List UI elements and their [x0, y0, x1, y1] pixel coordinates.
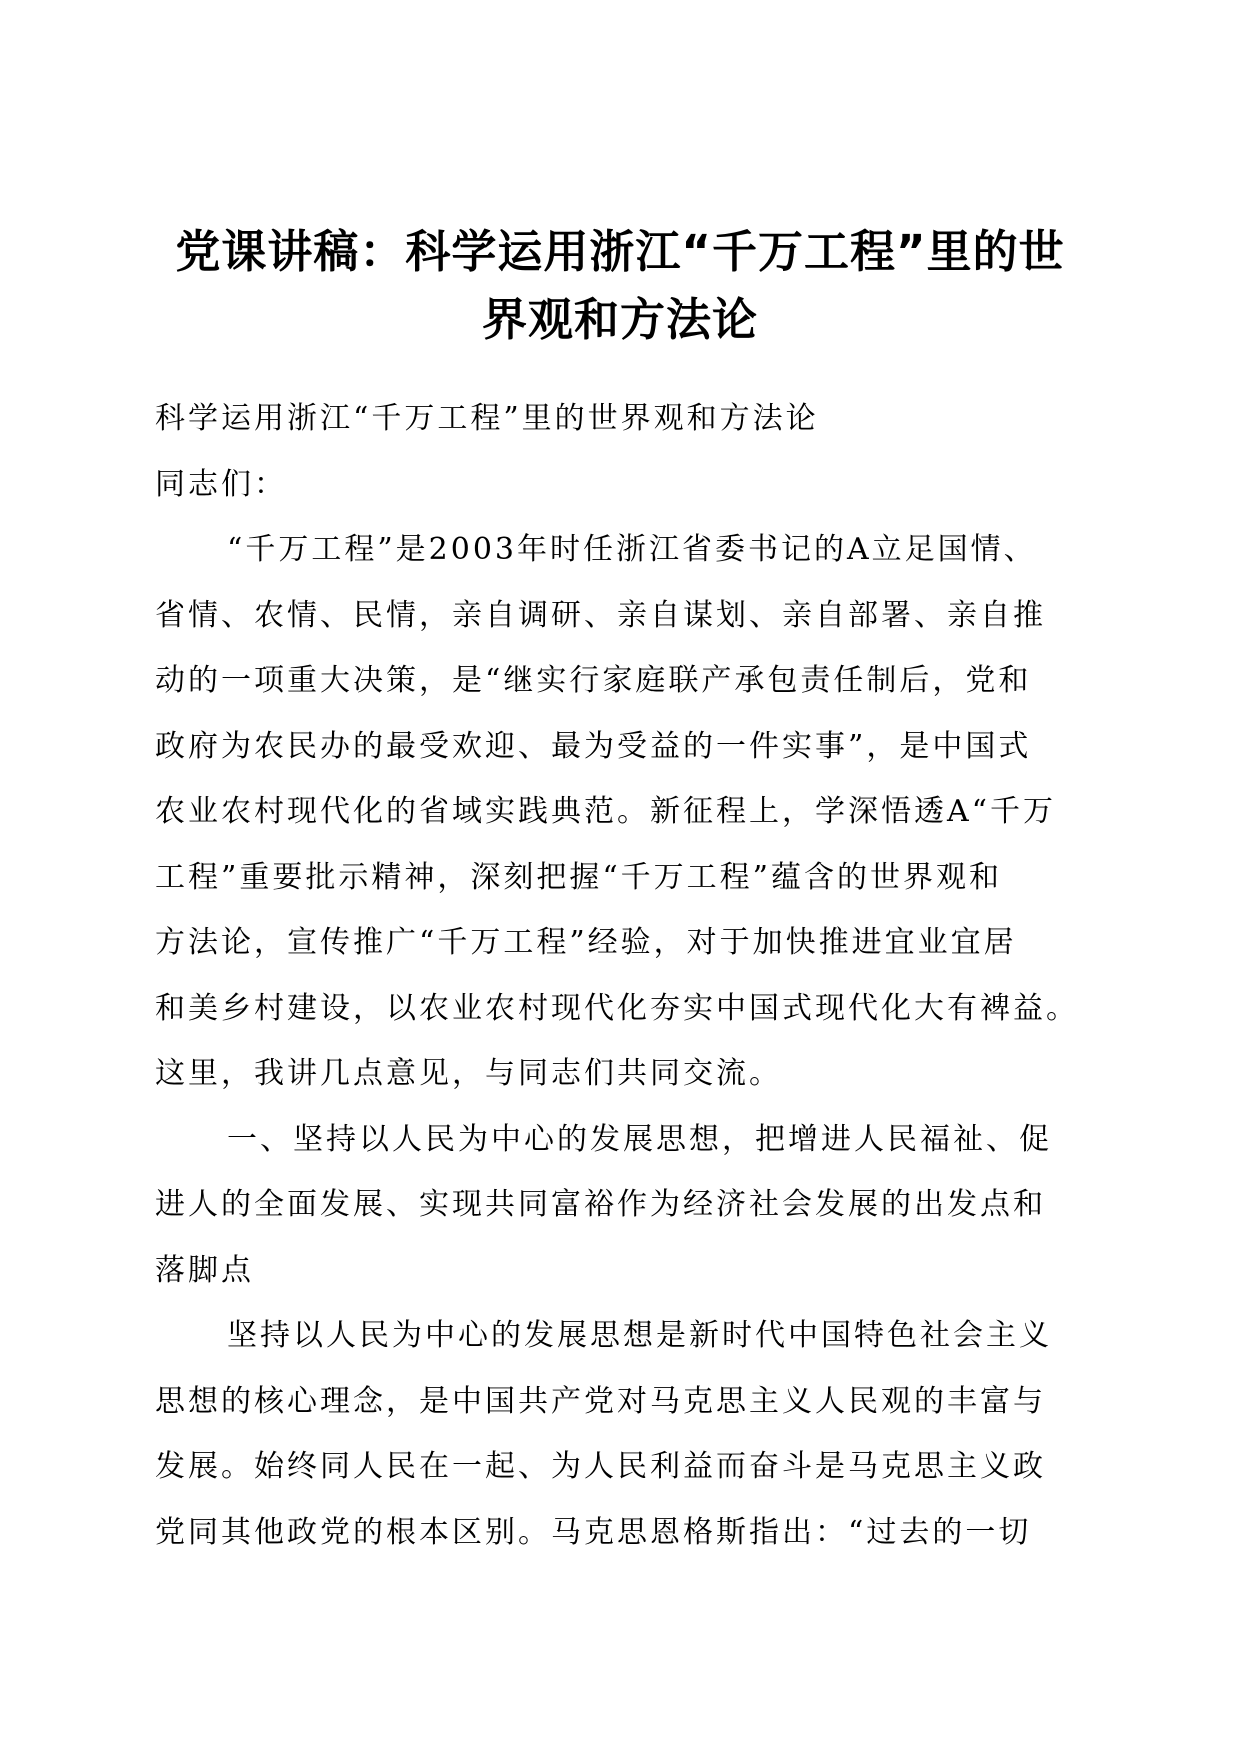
- section-heading-line: 落脚点: [155, 1252, 254, 1288]
- document-body: [155, 386, 1090, 1565]
- document-subtitle: 科学运用浙江“千万工程”里的世界观和方法论: [155, 401, 819, 436]
- paragraph-1-line: 省情、农情、民情，亲自调研、亲自谋划、亲自部署、亲自推: [155, 597, 1046, 633]
- paragraph-1-line: 和美乡村建设，以农业农村现代化夯实中国式现代化大有裨益。: [155, 990, 1079, 1026]
- paragraph-1-line: 农业农村现代化的省域实践典范。新征程上，学深悟透A“千万: [155, 794, 1057, 829]
- paragraph-2-line: 党同其他政党的根本区别。马克思恩格斯指出：“过去的一切: [155, 1514, 1032, 1550]
- paragraph-2-line: 思想的核心理念，是中国共产党对马克思主义人民观的丰富与: [155, 1383, 1046, 1419]
- paragraph-1-line: 政府为农民办的最受欢迎、最为受益的一件实事”，是中国式: [155, 728, 1032, 764]
- document-title: [150, 218, 1090, 354]
- paragraph-1-line: 这里，我讲几点意见，与同志们共同交流。: [155, 1056, 782, 1091]
- paragraph-1-line: “千万工程”是2003年时任浙江省委书记的A立足国情、: [227, 532, 1037, 567]
- paragraph-2-line: 坚持以人民为中心的发展思想是新时代中国特色社会主义: [227, 1318, 1052, 1353]
- title-line: 界观和方法论: [481, 293, 758, 346]
- salutation: 同志们：: [155, 466, 287, 502]
- title-line: 党课讲稿：科学运用浙江“千万工程”里的世: [175, 225, 1065, 278]
- paragraph-1-line: 动的一项重大决策，是“继实行家庭联产承包责任制后，党和: [155, 663, 1032, 698]
- paragraph-2-line: 发展。始终同人民在一起、为人民利益而奋斗是马克思主义政: [155, 1449, 1046, 1484]
- paragraph-1-line: 工程”重要批示精神，深刻把握“千万工程”蕴含的世界观和: [155, 859, 1003, 895]
- section-heading-line: 一、坚持以人民为中心的发展思想，把增进人民福祉、促: [227, 1121, 1052, 1157]
- section-heading-line: 进人的全面发展、实现共同富裕作为经济社会发展的出发点和: [155, 1187, 1046, 1222]
- paragraph-1-line: 方法论，宣传推广“千万工程”经验，对于加快推进宜业宜居: [155, 925, 1017, 960]
